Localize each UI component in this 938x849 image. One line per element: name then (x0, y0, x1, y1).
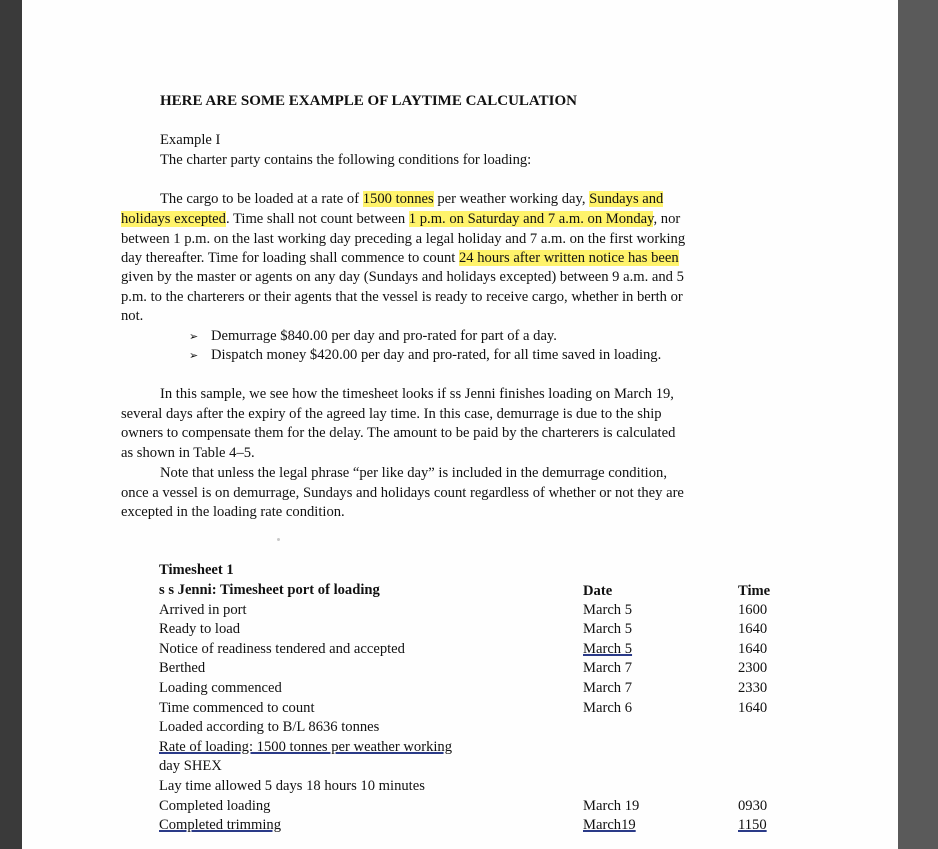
row-date: March 5 (583, 602, 633, 618)
para3-line3: excepted in the loading rate condition. (121, 504, 345, 520)
row-time: 0930 (738, 798, 768, 814)
highlight-holidays: holidays excepted (121, 211, 226, 227)
para3-line1: Note that unless the legal phrase “per like day” is included in the demurrage condition, (160, 465, 667, 481)
para2-line1: In this sample, we see how the timesheet looks if ss Jenni finishes loading on March 19, (160, 386, 674, 402)
row-time: 1600 (738, 602, 768, 618)
text-span: The cargo to be loaded at a rate of (160, 191, 363, 207)
row-event: Time commenced to count (159, 700, 315, 716)
para3-line2: once a vessel is on demurrage, Sundays and holidays count regardless of whether or not they are (121, 485, 684, 501)
row-time: 1640 (738, 621, 768, 637)
row-date: March 6 (583, 700, 633, 716)
row-time: 1640 (738, 700, 768, 716)
row-event: Loading commenced (159, 680, 282, 696)
row-event: Arrived in port (159, 602, 247, 618)
row-time: 2330 (738, 680, 768, 696)
bullet-dispatch: Dispatch money $420.00 per day and pro-rated, for all time saved in loading. (211, 347, 662, 363)
text-span: per weather working day, (433, 191, 590, 207)
row-date: March 5 (583, 621, 633, 637)
row-date: March19 (583, 817, 636, 833)
para1-line5: given by the master or agents on any day (Sundays and holidays excepted) between 9 a.m. and 5 (121, 269, 684, 285)
para1-line4 (121, 249, 679, 269)
text-span: day thereafter. Time for loading shall commence to count (121, 250, 459, 266)
para2-line2: several days after the expiry of the agreed lay time. In this case, demurrage is due to the ship (121, 406, 662, 422)
bullet-arrow-icon: ➢ (189, 331, 199, 343)
row-event: Rate of loading: 1500 tonnes per weather working (159, 739, 453, 755)
highlight-sundays: Sundays and (589, 191, 664, 207)
highlight-rate: 1500 tonnes (362, 191, 434, 207)
bullet-demurrage: Demurrage $840.00 per day and pro-rated for part of a day. (211, 328, 557, 344)
viewer-right-scroll-area[interactable] (898, 0, 938, 849)
row-date: March 7 (583, 680, 633, 696)
timesheet-subtitle: s s Jenni: Timesheet port of loading (159, 582, 380, 598)
row-time: 1640 (738, 641, 768, 657)
row-event: Completed loading (159, 798, 271, 814)
row-event: day SHEX (159, 758, 222, 774)
para2-line3: owners to compensate them for the delay. The amount to be paid by the charterers is calculated (121, 425, 676, 441)
page-heading: HERE ARE SOME EXAMPLE OF LAYTIME CALCULATION (160, 93, 577, 109)
row-event: Loaded according to B/L 8636 tonnes (159, 719, 380, 735)
row-event: Ready to load (159, 621, 241, 637)
highlight-notice: 24 hours after written notice has been (459, 250, 679, 266)
row-date: March 7 (583, 660, 633, 676)
timesheet-col-time: Time (738, 583, 771, 599)
scan-speck (277, 538, 280, 541)
row-event: Lay time allowed 5 days 18 hours 10 minutes (159, 778, 425, 794)
viewer-left-edge (0, 0, 22, 849)
row-time: 1150 (738, 817, 767, 833)
highlight-saturday-monday: 1 p.m. on Saturday and 7 a.m. on Monday (408, 211, 654, 227)
document-page (22, 0, 898, 849)
timesheet-col-date: Date (583, 583, 613, 599)
para1-line1 (160, 190, 663, 210)
bullet-arrow-icon: ➢ (189, 350, 199, 362)
text-span: , nor (653, 211, 681, 227)
row-time: 2300 (738, 660, 768, 676)
para1-line3: between 1 p.m. on the last working day preceding a legal holiday and 7 a.m. on the first working (121, 231, 686, 247)
para1-line6: p.m. to the charterers or their agents that the vessel is ready to receive cargo, whether in berth or (121, 289, 683, 305)
intro-line: The charter party contains the following conditions for loading: (160, 152, 532, 168)
row-event: Berthed (159, 660, 206, 676)
timesheet-title: Timesheet 1 (159, 562, 234, 578)
para1-line2 (121, 210, 680, 230)
example-label: Example I (160, 132, 221, 148)
row-event: Completed trimming (159, 817, 282, 833)
row-date: March 5 (583, 641, 633, 657)
text-span: . Time shall not count between (225, 211, 409, 227)
para1-line7: not. (121, 308, 144, 324)
para2-line4: as shown in Table 4–5. (121, 445, 255, 461)
row-date: March 19 (583, 798, 640, 814)
row-event: Notice of readiness tendered and accepted (159, 641, 405, 657)
